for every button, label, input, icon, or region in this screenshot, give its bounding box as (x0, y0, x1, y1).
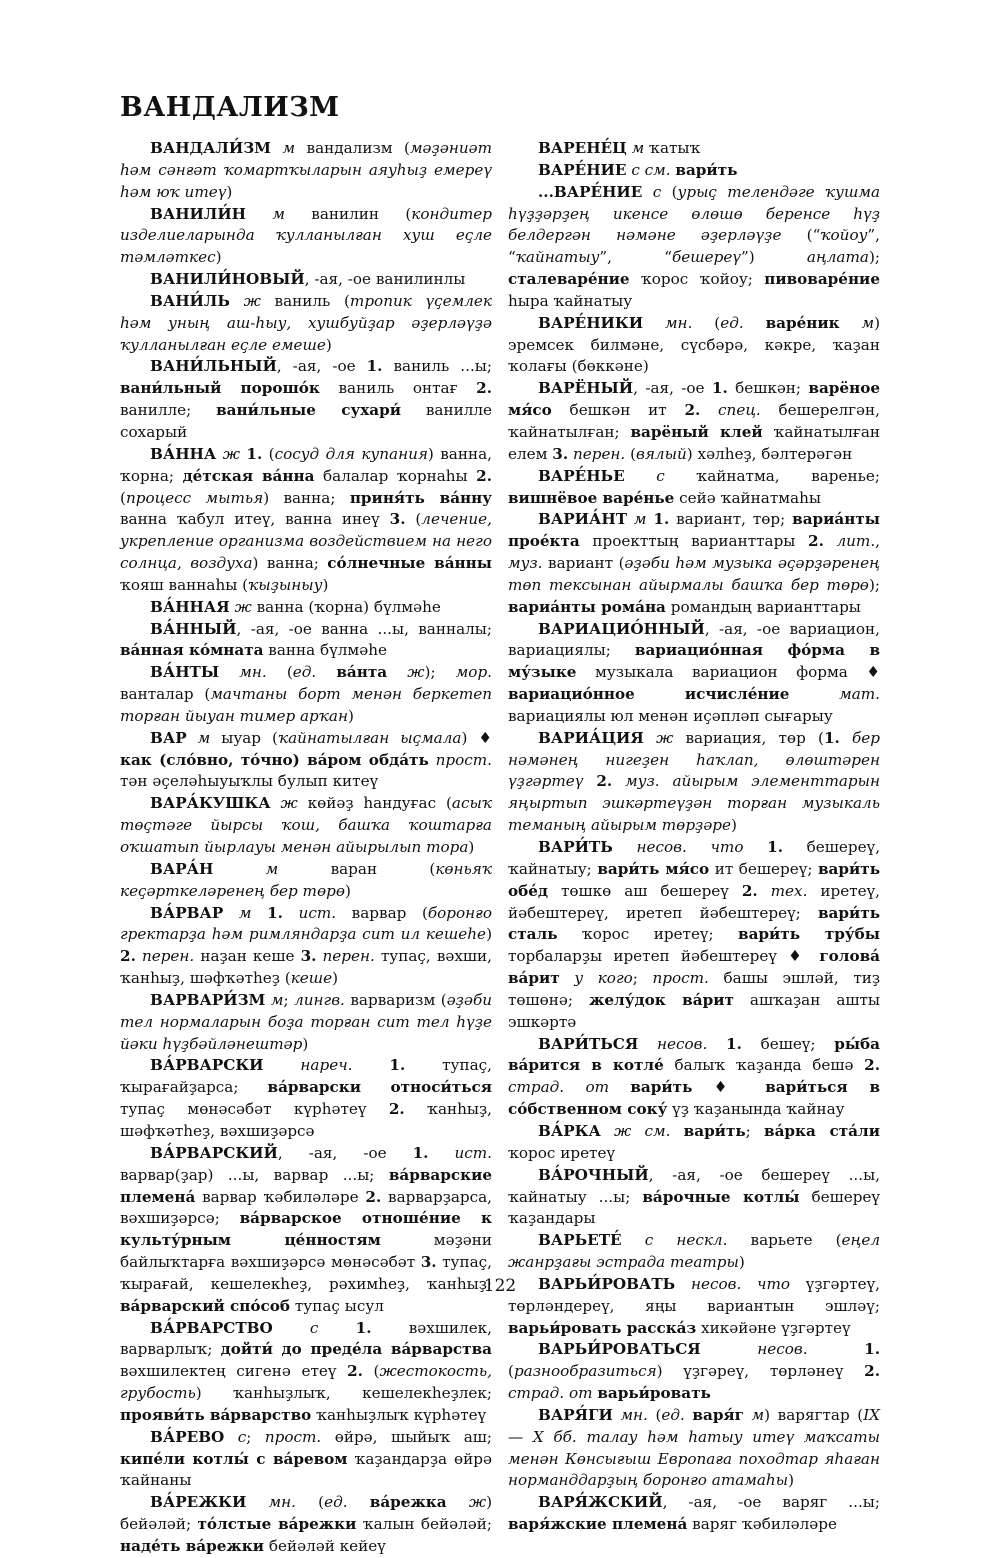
dictionary-entry: ВАНИ́ЛЬНЫЙ, -ая, -ое 1. ваниль ...ы; вани́льный порошо́к ваниль онтағ 2. ванилле; вани́льные сухари́ ванилле сохарый (120, 357, 492, 441)
dictionary-entry: ВА́РВАРСКИЙ, -ая, -ое 1. ист. варвар(ҙар) ...ы, варвар ...ы; ва́рварские племена́ варвар ҡәбиләләре 2. варварҙарса, вәхшиҙәрсә; ва́рварское отноше́ние к культу́рным це́нностям мәҙәни байлыҡтарға вәхшиҙәрсә мөнәсәбәт 3. тупаҫ, ҡырағай, кешелекһеҙ, рәхимһеҙ, ҡанһыҙ; ва́рварский спо́соб тупаҫ ысул (120, 1143, 493, 1315)
running-head: ВАНДАЛИЗМ (120, 92, 340, 123)
dictionary-entry: ВА́РВАРСТВО с 1. вәхшилек, варварлыҡ; дойти́ до преде́ла ва́рварства вәхшилектең сигенә етеү 2. (жестокость, грубость) ҡанһыҙлыҡ, кешелекһеҙлек; прояви́ть ва́рварство ҡанһыҙлыҡ күрһәтеү (120, 1318, 492, 1424)
dictionary-entry: ВА́ННАЯ ж ванна (ҡорна) бүлмәһе (150, 597, 441, 616)
dictionary-entry: ВАРЁНЫЙ, -ая, -ое 1. бешкән; варёное мя́со бешкән ит 2. спец. бешерелгән, ҡайнатылған; варёный клей ҡайнатылған елем 3. перен. (вялый) хәлһеҙ, бәлтерәгән (508, 379, 880, 463)
dictionary-entry: ВАРВАРИ́ЗМ м; лингв. варваризм (әҙәби тел нормаларын боҙа торған сит тел һүҙе йәки һүҙбәйләнештәр) (120, 990, 492, 1053)
dictionary-entry: ВАР м ыуар (ҡайнатылған ыҫмала) ♦ как (сло́вно, то́чно) ва́ром обда́ть прост. тән әҫеләһыуыҡлы булып китеү (120, 728, 493, 791)
dictionary-entry: ВАНИ́ЛЬ ж ваниль (тропик үҫемлек һәм уның аш-һыу, хушбуйҙар әҙерләүҙә ҡулланылған еҫле емеше) (120, 291, 492, 354)
dictionary-entry: ВАРЯ́ЖСКИЙ, -ая, -ое варяг ...ы; варя́жские племена́ варяг ҡәбиләләре (508, 1493, 880, 1534)
dictionary-entry: ВАРИ́ТЬ несов. что 1. бешереү, ҡайнатыу; вари́ть мя́со ит бешереү; вари́ть обе́д төшкө аш бешереү 2. тех. иретеү, йәбештереү, иретеп йәбештереү; вари́ть сталь ҡорос иретеү; вари́ть тру́бы торбаларҙы иретеп йәбештереү ♦ голова́ ва́рит у кого; прост. башы эшләй, тиҙ төшөнә; желу́док ва́рит ашҡаҙан ашты эшкәртә (508, 838, 881, 1031)
page-number: 122 (483, 1276, 517, 1296)
dictionary-entry: ВАРЕ́НИЕ с см. вари́ть (538, 160, 738, 179)
dictionary-entry: ВА́ННА ж 1. (сосуд для купания) ванна, ҡорна; де́тская ва́нна балалар ҡорнаһы 2. (процесс мытья) ванна; приня́ть ва́нну ванна ҡабул итеү, ванна инеү 3. (лечение, укрепление организма воздействием на него солнца, воздуха) ванна; со́лнечные ва́нны ҡояш ваннаһы (ҡыҙыныу) (120, 444, 493, 594)
dictionary-entry: ВАРА́Н м варан (көньяҡ кеҫәрткеләренең бер төрө) (120, 859, 493, 900)
dictionary-entry: ВАНИЛИ́НОВЫЙ, -ая, -ое ванилинлы (150, 270, 466, 289)
dictionary-entry: ВАРЕ́НИКИ мн. (ед. варе́ник м) эремсек билмәне, сүсбәрә, кәкре, ҡаҙан ҡолағы (бөккәне) (508, 313, 881, 376)
right-column (508, 138, 880, 1536)
dictionary-entry: ...ВАРЕ́НИЕ с (урыҫ телендәге ҡушма һүҙҙәрҙең икенсе өлөшө беренсе һүҙ белдергән нәмәне әҙерләүҙе (“ҡойоу”, “ҡайнатыу”, “бешереү”) аңлата); сталеваре́ние ҡорос ҡойоу; пивоваре́ние һыра ҡайнатыу (508, 182, 880, 310)
dictionary-entry: ВАРЕ́НЬЕ с ҡайнатма, варенье; вишнёвое варе́нье сейә ҡайнатмаһы (508, 466, 881, 507)
dictionary-entry: ВА́ННЫЙ, -ая, -ое ванна ...ы, ванналы; ва́нная ко́мната ванна бүлмәһе (120, 619, 492, 660)
dictionary-entry: ВАРЬИ́РОВАТЬСЯ несов. 1. (разнообразиться) үҙгәреү, төрләнеү 2. страд. от варьи́ровать (508, 1340, 881, 1403)
dictionary-entry: ВА́РЕЖКИ мн. (ед. ва́режка ж) бейәләй; то́лстые ва́режки ҡалын бейәләй; наде́ть ва́режки бейәләй кейеү (120, 1493, 493, 1555)
dictionary-entry: ВАРИАЦИО́ННЫЙ, -ая, -ое вариацион, вариациялы; вариацио́нная фо́рма в му́зыке музыкала вариацион форма ♦ вариацио́нное исчисле́ние мат. вариациялы юл менән иҫәпләп сығарыу (508, 619, 880, 725)
dictionary-entry: ВА́РВАРСКИ нареч. 1. тупаҫ, ҡырағайҙарса; ва́рварски относи́ться тупаҫ мөнәсәбәт күрһәтеү 2. ҡанһыҙ, шәфҡәтһеҙ, вәхшиҙәрсә (120, 1056, 492, 1140)
dictionary-entry: ВАРЯ́ГИ мн. (ед. варя́г м) варягтар (IX — X бб. талау һәм һатыу итеү маҡсаты менән Көнсығыш Европаға походтар яһаған норманддарҙың боронғо атамаһы) (508, 1405, 880, 1490)
dictionary-entry: ВАРЬЕТЕ́ с нескл. варьете (еңел жанрҙағы эстрада театры) (508, 1231, 880, 1272)
dictionary-entry: ВАНИЛИ́Н м ванилин (кондитер изделиеларында ҡулланылған хуш еҫле тәмләткес) (120, 204, 492, 267)
dictionary-entry: ВА́РВАР м 1. ист. варвар (боронғо гректарҙа һәм римляндарҙа сит ил кешеһе) 2. перен. наҙан кеше 3. перен. тупаҫ, вәхши, ҡанһыҙ, шәфҡәтһеҙ (кеше) (120, 903, 493, 988)
dictionary-entry: ВА́НТЫ мн. (ед. ва́нта ж); мор. ванталар (мачтаны борт менән беркетеп торған йыуан тимер арҡан) (120, 663, 492, 725)
left-column (120, 138, 492, 1558)
dictionary-entry: ВАНДАЛИ́ЗМ м вандализм (мәҙәниәт һәм сәнғәт ҡомартҡыларын аяуһыҙ емереү һәм юҡ итеү) (120, 139, 492, 201)
dictionary-entry: ВАРЕНЕ́Ц м ҡатыҡ (538, 139, 701, 157)
dictionary-entry: ВАРИ́ТЬСЯ несов. 1. бешеү; ры́ба ва́рится в котле́ балыҡ ҡаҙанда бешә 2. страд. от вари́ть ♦ вари́ться в со́бственном соку́ үҙ ҡаҙанында ҡайнау (508, 1034, 881, 1119)
dictionary-entry: ВАРИА́ЦИЯ ж вариация, төр (1. бер нәмәнең нигеҙен һаҡлап, өлөштәрен үҙгәртеү 2. муз. айырым элементтарын яңыртып эшкәртеүҙән торған музыкаль теманың айырым төрҙәре) (508, 728, 881, 835)
dictionary-entry: ВАРИА́НТ м 1. вариант, төр; вариа́нты прое́кта проекттың варианттары 2. лит., муз. вариант (әҙәби һәм музыка әҫәрҙәренең төп тексынан айырмалы башҡа бер төрө); вариа́нты рома́на романдың варианттары (508, 510, 881, 616)
dictionary-entry: ВА́РОЧНЫЙ, -ая, -ое бешереү ...ы, ҡайнатыу ...ы; ва́рочные котлы́ бешереү ҡаҙандары (508, 1165, 880, 1228)
dictionary-entry: ВАРЬИ́РОВАТЬ несов. что үҙгәртеү, төрләндереү, яңы вариантын эшләү; варьи́ровать расска́з хикәйәне үҙгәртеү (508, 1274, 881, 1337)
dictionary-entry: ВА́РКА ж см. вари́ть; ва́рка ста́ли ҡорос иретеү (508, 1121, 880, 1162)
dictionary-entry: ВА́РЕВО с; прост. өйрә, шыйыҡ аш; кипе́ли котлы́ с ва́ревом ҡаҙандарҙа өйрә ҡайнаны (120, 1427, 493, 1490)
dictionary-entry: ВАРА́КУШКА ж көйәҙ һандуғас (асыҡ төҫтәге йырсы ҡош, башҡа ҡоштарға оҡшатып йырлауы менән айырылып тора) (120, 794, 493, 856)
